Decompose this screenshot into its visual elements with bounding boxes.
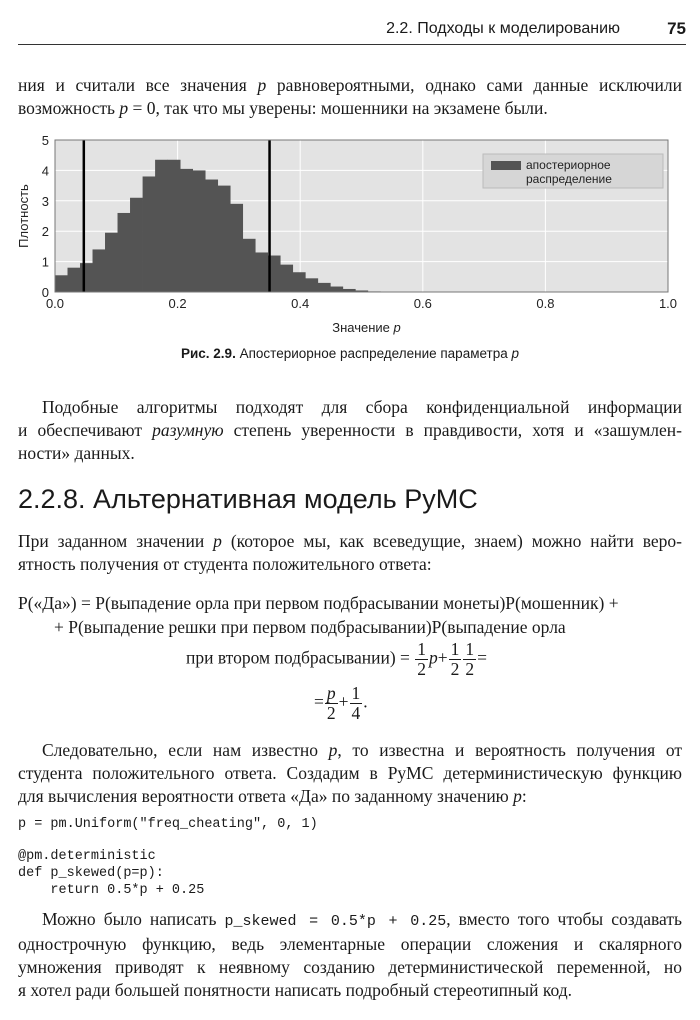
paragraph-3 xyxy=(18,530,682,576)
intro-paragraph xyxy=(18,74,682,120)
running-header xyxy=(18,10,686,45)
histogram-bar xyxy=(68,268,81,292)
histogram-bar xyxy=(330,287,343,292)
y-tick-label: 2 xyxy=(41,224,49,240)
y-tick-label: 4 xyxy=(41,163,49,179)
legend-label: распределение xyxy=(526,172,612,186)
histogram-bar xyxy=(230,204,243,292)
text-line: ния и считали все значения p равновероятными, однако сами данные исключили xyxy=(18,75,682,95)
legend-label: апостериорное xyxy=(526,158,611,172)
equation-line-4: = $\frac{p}{2}$ + $\frac{1}{4}$ . xyxy=(314,683,368,723)
histogram-bar xyxy=(205,180,218,292)
section-title: 2.2. Подходы к моделированию xyxy=(386,20,620,37)
x-tick-label: 0.4 xyxy=(291,296,310,311)
text-line: я хотел ради большей понятности написать подробный стереотипный код. xyxy=(18,980,573,1000)
equation-line-2: + P(выпадение решки при первом подбрасывании)P(выпадение орла xyxy=(54,617,566,637)
histogram-bar xyxy=(105,233,118,292)
paragraph-4 xyxy=(18,739,682,808)
text-line: для вычисления вероятности ответа «Да» по заданному значению p: xyxy=(18,786,527,806)
equation-line-3: при втором подбрасывании) = $\frac{1}{2}$ p+ $\frac{1}{2}$ $\frac{1}{2}$ = xyxy=(186,639,488,679)
text-line: Подобные алгоритмы подходят для сбора конфиденциальной информации xyxy=(42,397,682,417)
x-tick-label: 1.0 xyxy=(658,296,678,311)
histogram-bar xyxy=(180,169,193,292)
histogram-bar xyxy=(280,265,293,292)
posterior-histogram-chart xyxy=(10,132,690,342)
histogram-bar xyxy=(293,272,306,292)
figure-label: Рис. 2.9. xyxy=(180,346,236,361)
histogram-bar xyxy=(243,239,256,292)
fraction: $\frac{p}{2}$ xyxy=(326,683,336,723)
y-tick-label: 0 xyxy=(41,285,49,300)
histogram-bar xyxy=(80,263,93,292)
x-tick-label: 0.2 xyxy=(168,296,187,311)
text-line: ятность получения от студента положительного ответа: xyxy=(18,554,432,574)
histogram-bar xyxy=(318,283,331,292)
figure-caption-text: Апостериорное распределение параметра xyxy=(239,346,512,361)
text-line: и обеспечивают разумную степень уверенности в правдивости, хотя и «зашумлен- xyxy=(18,420,682,440)
y-axis-label: Плотность xyxy=(16,184,31,248)
figure-caption xyxy=(0,346,700,361)
text-line: возможность p = 0, так что мы уверены: мошенники на экзамене были. xyxy=(18,98,548,118)
y-tick-label: 5 xyxy=(41,133,49,148)
y-tick-label: 3 xyxy=(41,193,49,209)
legend xyxy=(483,154,663,188)
paragraph-5 xyxy=(18,908,682,1002)
histogram-bar xyxy=(130,198,143,292)
code-block-2: @pm.deterministic def p_skewed(p=p): return 0.5*p + 0.25 xyxy=(18,849,205,898)
histogram-bar xyxy=(143,176,156,292)
paragraph-2 xyxy=(18,396,682,465)
text-line: Следовательно, если нам известно p, то известна и вероятность получения от xyxy=(42,740,683,760)
y-tick-label: 1 xyxy=(41,254,49,270)
text-line: ности» данных. xyxy=(18,443,135,463)
histogram-bar xyxy=(218,186,231,292)
x-tick-label: 0.6 xyxy=(413,296,432,311)
histogram-bar xyxy=(155,160,168,292)
text-line: При заданном значении p (которое мы, как всеведущие, знаем) можно найти веро- xyxy=(18,531,682,551)
x-axis-label: Значение p xyxy=(332,320,401,335)
fraction: $\frac{1}{2}$ xyxy=(450,639,460,679)
page-number: 75 xyxy=(667,19,686,38)
equation-line-1: P(«Да») = P(выпадение орла при первом подбрасывании монеты)P(мошенник) + xyxy=(18,593,619,613)
text-line: Можно было написать p_skewed = 0.5*p + 0.25, вместо того чтобы создавать xyxy=(42,909,682,930)
x-tick-label: 0.8 xyxy=(536,296,555,311)
legend-swatch xyxy=(491,161,521,170)
histogram-bar xyxy=(93,249,106,292)
fraction: $\frac{1}{2}$ xyxy=(465,639,475,679)
fraction: $\frac{1}{2}$ xyxy=(417,639,427,679)
histogram-bar xyxy=(55,275,68,292)
text-line: умножения приводят к неявному созданию детерминистической переменной, но xyxy=(18,957,682,977)
code-block-1: p = pm.Uniform("freq_cheating", 0, 1) xyxy=(18,817,318,832)
text-line: студента положительного ответа. Создадим в PyMC детерминистическую функцию xyxy=(18,763,682,783)
histogram-bar xyxy=(305,278,318,292)
histogram-bar xyxy=(255,252,268,292)
histogram-bar xyxy=(193,170,206,292)
histogram-bar xyxy=(118,213,131,292)
fraction: $\frac{1}{4}$ xyxy=(351,683,361,723)
x-tick-label: 0.0 xyxy=(45,296,65,311)
figure-caption-param: p xyxy=(511,346,520,361)
text-line: однострочную функцию, ведь элементарные операции сложения и скалярного xyxy=(18,934,682,954)
histogram-bar xyxy=(168,160,181,292)
section-heading: 2.2.8. Альтернативная модель PyMC xyxy=(18,484,478,514)
